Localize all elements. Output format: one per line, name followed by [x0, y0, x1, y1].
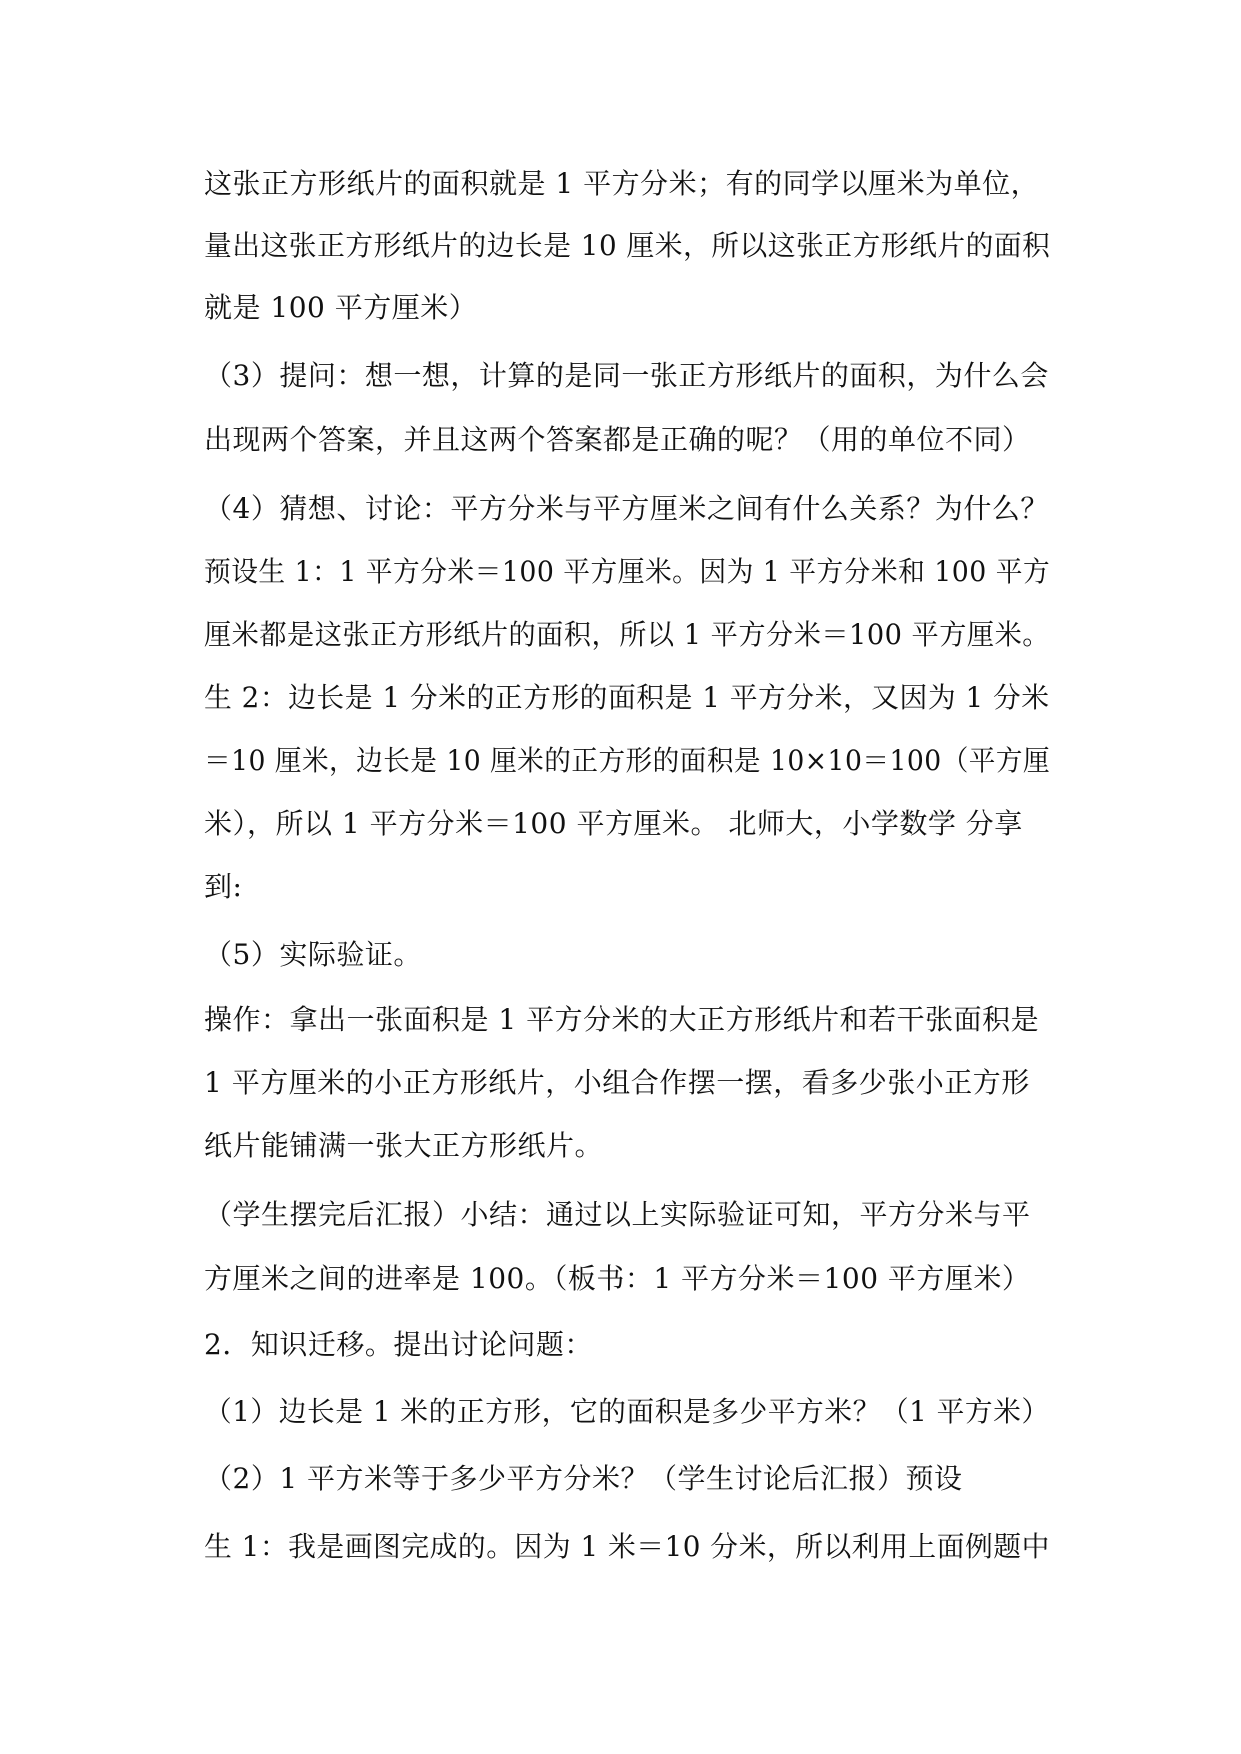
text-line: 厘米都是这张正方形纸片的面积，所以 1 平方分米＝100 平方厘米。: [204, 618, 1050, 651]
text-line: 量出这张正方形纸片的边长是 10 厘米，所以这张正方形纸片的面积: [204, 229, 1051, 262]
text-line: （3）提问：想一想，计算的是同一张正方形纸片的面积，为什么会: [204, 359, 1049, 392]
text-line: 到:: [204, 870, 243, 903]
text-line: 这张正方形纸片的面积就是 1 平方分米；有的同学以厘米为单位，: [204, 167, 1040, 200]
text-line: 方厘米之间的进率是 100。（板书：1 平方分米＝100 平方厘米）: [204, 1262, 1031, 1295]
text-line: ＝10 厘米，边长是 10 厘米的正方形的面积是 10×10＝100（平方厘: [204, 744, 1051, 777]
text-line: 就是 100 平方厘米）: [204, 291, 478, 324]
text-line: （4）猜想、讨论：平方分米与平方厘米之间有什么关系？为什么？: [204, 492, 1049, 525]
text-line: 1 平方厘米的小正方形纸片，小组合作摆一摆，看多少张小正方形: [204, 1066, 1030, 1099]
text-line: （1）边长是 1 米的正方形，它的面积是多少平方米？（1 平方米）: [204, 1395, 1050, 1428]
text-line: （2）1 平方米等于多少平方分米？（学生讨论后汇报）预设: [204, 1462, 963, 1495]
text-line: 操作：拿出一张面积是 1 平方分米的大正方形纸片和若干张面积是: [204, 1003, 1040, 1036]
text-line: 2．知识迁移。提出讨论问题：: [204, 1328, 593, 1361]
text-line: 纸片能铺满一张大正方形纸片。: [204, 1129, 604, 1162]
text-line: 生 1：我是画图完成的。因为 1 米＝10 分米，所以利用上面例题中: [204, 1530, 1050, 1563]
text-line: （5）实际验证。: [204, 938, 422, 971]
text-line: （学生摆完后汇报）小结：通过以上实际验证可知，平方分米与平: [204, 1198, 1031, 1231]
text-line: 预设生 1：1 平方分米＝100 平方厘米。因为 1 平方分米和 100 平方: [204, 555, 1051, 588]
text-line: 米），所以 1 平方分米＝100 平方厘米。 北师大，小学数学 分享: [204, 807, 1023, 840]
text-line: 出现两个答案，并且这两个答案都是正确的呢？（用的单位不同）: [204, 423, 1031, 456]
text-line: 生 2：边长是 1 分米的正方形的面积是 1 平方分米，又因为 1 分米: [204, 681, 1050, 714]
